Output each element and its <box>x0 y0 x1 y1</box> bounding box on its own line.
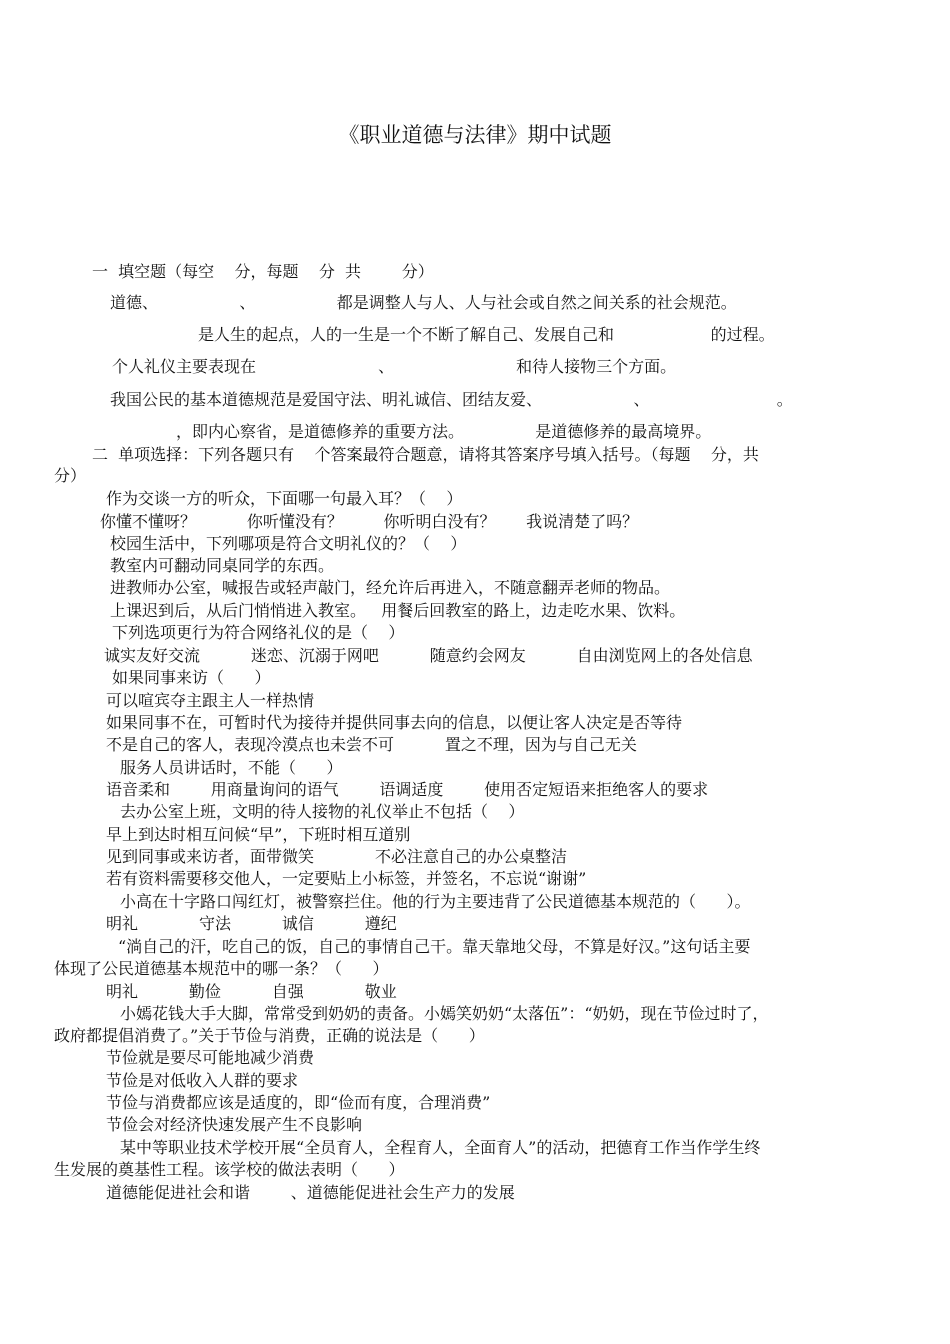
question-line: 服务人员讲话时，不能（ ） <box>120 758 343 777</box>
option-line: 你懂不懂呀？ 你听懂没有？ 你听明白没有？ 我说清楚了吗？ <box>100 512 639 531</box>
text-line: ，即内心察省，是道德修养的重要方法。 是道德修养的最高境界。 <box>176 422 712 441</box>
question-line: 小高在十字路口闯红灯，被警察拦住。他的行为主要违背了公民道德基本规范的（ ）。 <box>120 892 751 911</box>
option-line: 道德能促进社会和谐 、道德能促进社会生产力的发展 <box>106 1183 515 1202</box>
text-line: 我国公民的基本道德规范是爱国守法、明礼诚信、团结友爱、 、 。 <box>110 390 793 409</box>
option-line: 不是自己的客人，表现冷漠点也未尝不可 置之不理，因为与自己无关 <box>106 735 637 754</box>
text-line: 个人礼仪主要表现在 、 和待人接物三个方面。 <box>112 357 677 376</box>
option-line: 明礼 守法 诚信 遵纪 <box>106 914 397 933</box>
question-line: 某中等职业技术学校开展“全员育人，全程育人，全面育人”的活动，把德育工作当作学生终 <box>120 1138 761 1157</box>
option-line: 上课迟到后，从后门悄悄进入教室。 用餐后回教室的路上，边走吃水果、饮料。 <box>110 601 686 620</box>
question-line: 生发展的奠基性工程。该学校的做法表明（ ） <box>54 1160 405 1179</box>
option-line: 见到同事或来访者，面带微笑 不必注意自己的办公桌整洁 <box>106 847 568 866</box>
option-line: 如果同事不在，可暂时代为接待并提供同事去向的信息，以便让客人决定是否等待 <box>106 713 683 732</box>
text-line: 分） <box>54 466 87 485</box>
question-line: 去办公室上班，文明的待人接物的礼仪举止不包括（ ） <box>120 802 525 821</box>
page-title: 《职业道德与法律》期中试题 <box>338 123 612 147</box>
option-line: 可以喧宾夺主跟主人一样热情 <box>106 691 315 710</box>
option-line: 节俭与消费都应该是适度的，即“俭而有度，合理消费” <box>106 1093 491 1112</box>
option-line: 诚实友好交流 迷恋、沉溺于网吧 随意约会网友 自由浏览网上的各处信息 <box>104 646 753 665</box>
question-line: 体现了公民道德基本规范中的哪一条？（ ） <box>54 959 389 978</box>
option-line: 节俭是对低收入人群的要求 <box>106 1071 299 1090</box>
option-line: 明礼 勤俭 自强 敬业 <box>106 982 397 1001</box>
question-line: 校园生活中，下列哪项是符合文明礼仪的？（ ） <box>110 534 467 553</box>
text-line: 是人生的起点，人的一生是一个不断了解自己、发展自己和 的过程。 <box>198 325 775 344</box>
question-line: 如果同事来访（ ） <box>112 668 271 687</box>
option-line: 若有资料需要移交他人，一定要贴上小标签，并签名，不忘说“谢谢” <box>106 869 587 888</box>
option-line: 早上到达时相互问候“早”，下班时相互道别 <box>106 825 411 844</box>
option-line: 语音柔和 用商量询问的语气 语调适度 使用否定短语来拒绝客人的要求 <box>106 780 709 799</box>
text-line: 道德、 、 都是调整人与人、人与社会或自然之间关系的社会规范。 <box>110 293 737 312</box>
question-line: 下列选项更行为符合网络礼仪的是（ ） <box>112 623 405 642</box>
question-line: 作为交谈一方的听众，下面哪一句最入耳？（ ） <box>106 489 463 508</box>
option-line: 节俭会对经济快速发展产生不良影响 <box>106 1115 363 1134</box>
section-heading-fill-in: 一 填空题（每空 分，每题 分 共 分） <box>92 262 434 281</box>
option-line: 教室内可翻动同桌同学的东西。 <box>110 556 335 575</box>
option-line: 进教师办公室，喊报告或轻声敲门，经允许后再进入，不随意翻弄老师的物品。 <box>110 578 671 597</box>
section-heading-choice: 二 单项选择：下列各题只有 个答案最符合题意，请将其答案序号填入括号。（每题 分，共 <box>92 445 759 464</box>
option-line: 节俭就是要尽可能地减少消费 <box>106 1048 315 1067</box>
question-line: 小嫣花钱大手大脚，常常受到奶奶的责备。小嫣笑奶奶“太落伍”：“奶奶，现在节俭过时了， <box>120 1004 769 1023</box>
question-line: “淌自己的汗，吃自己的饭，自己的事情自己干。靠天靠地父母，不算是好汉。”这句话主要 <box>118 937 751 956</box>
question-line: 政府都提倡消费了。”关于节俭与消费，正确的说法是（ ） <box>54 1026 485 1045</box>
